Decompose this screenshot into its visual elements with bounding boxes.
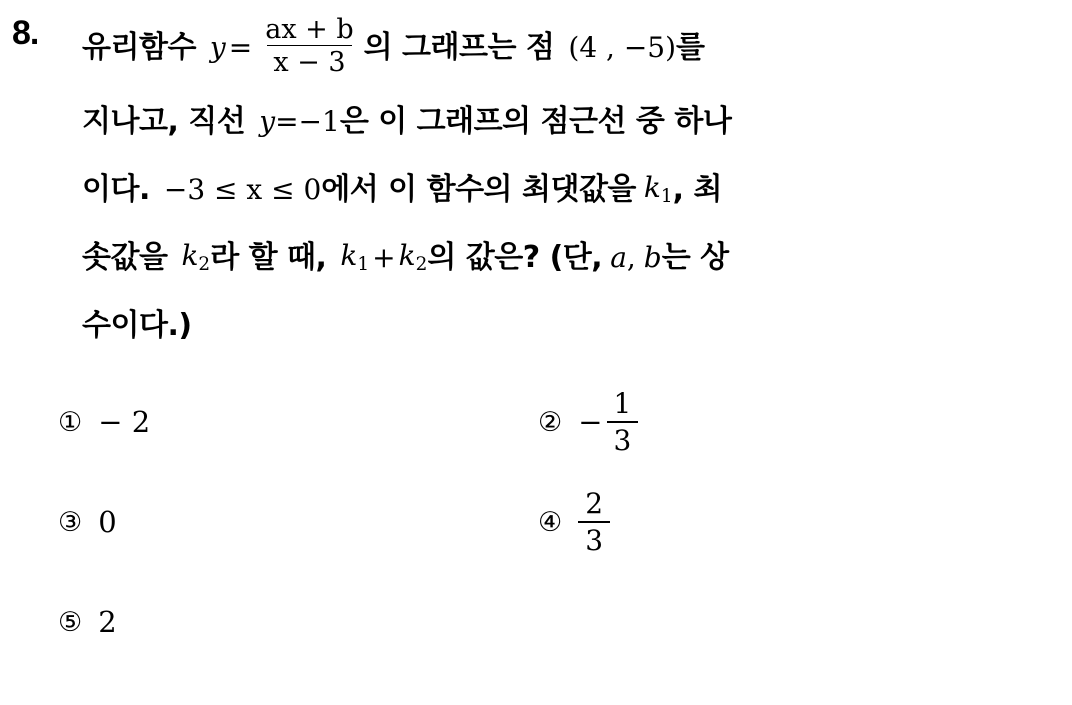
choice-5-value: 2 <box>98 605 117 639</box>
line2-equation: =−1 <box>275 104 340 138</box>
choice-1[interactable] <box>58 394 538 450</box>
line1-text-3: 를 <box>676 29 705 65</box>
choice-1-value: − 2 <box>98 405 151 439</box>
line1-text-2: 의 그래프는 점 <box>363 29 555 65</box>
line1-point: (4 , −5) <box>568 30 677 64</box>
line1-equals: = <box>228 30 253 64</box>
line1-fraction <box>259 16 359 76</box>
line4-var-a: a <box>610 240 627 274</box>
choice-2-value <box>578 386 638 457</box>
line5-text-1: 수이다.) <box>82 307 192 343</box>
choice-1-marker: ① <box>58 406 83 438</box>
choice-4-denominator: 3 <box>578 521 610 555</box>
choice-row-3 <box>58 594 1048 650</box>
question-body <box>8 8 1048 350</box>
fraction-denominator: x − 3 <box>267 45 351 76</box>
line4-text-4: 는 상 <box>661 239 729 275</box>
choice-3-value: 0 <box>98 505 117 539</box>
fraction-numerator: ax + b <box>265 14 354 45</box>
choice-row-1 <box>58 386 1048 457</box>
choice-2-denominator: 3 <box>607 421 639 455</box>
line4-plus: + <box>372 240 396 274</box>
question-line-3 <box>82 166 1048 214</box>
line3-text-1: 이다. <box>82 171 150 207</box>
line4-text-3: 의 값은? (단, <box>427 239 603 275</box>
choice-2[interactable] <box>538 386 1018 457</box>
line2-text-2: 은 이 그래프의 점근선 중 하나 <box>339 103 732 139</box>
line2-var-y: y <box>259 104 276 138</box>
line1-var-y: y <box>209 30 226 64</box>
choice-2-fraction <box>607 386 639 457</box>
line1-text-1: 유리함수 <box>82 29 196 65</box>
line4-k2-subscript: 2 <box>198 254 211 276</box>
line3-text-3: , 최 <box>672 171 722 207</box>
line3-text-2: 에서 이 함수의 최댓값을 <box>321 171 636 207</box>
line2-text-1: 지나고, 직선 <box>82 103 246 139</box>
line3-k1: $k_1$ <box>643 171 673 208</box>
question-line-4 <box>82 234 1048 282</box>
line4-var-b: b <box>643 240 662 274</box>
line4-k2b: $k_2$ <box>398 239 428 276</box>
choice-5-marker: ⑤ <box>58 606 83 638</box>
choice-4-numerator: 2 <box>585 486 604 520</box>
line4-k2: $k_2$ <box>181 239 211 276</box>
choice-2-sign: − <box>578 405 603 439</box>
choice-2-numerator: 1 <box>613 386 632 420</box>
question-number: 8. <box>12 14 39 52</box>
line3-k1-subscript: 1 <box>660 186 673 208</box>
line3-range: −3 ≤ x ≤ 0 <box>163 172 322 206</box>
line4-k1b-subscript: 1 <box>357 254 370 276</box>
choice-4-marker: ④ <box>538 506 563 538</box>
line4-comma: , <box>626 240 636 274</box>
choice-5[interactable] <box>58 594 538 650</box>
question-line-5 <box>82 302 1048 350</box>
line4-k1b: $k_1$ <box>340 239 370 276</box>
choice-2-marker: ② <box>538 406 563 438</box>
choice-3[interactable] <box>58 494 538 550</box>
question-line-2 <box>82 98 1048 146</box>
line4-text-1: 솟값을 <box>82 239 168 275</box>
answer-choices <box>8 386 1048 650</box>
choice-4[interactable] <box>538 486 1018 557</box>
question-line-1 <box>82 8 1048 88</box>
line4-text-2: 라 할 때, <box>210 239 327 275</box>
choice-3-marker: ③ <box>58 506 83 538</box>
choice-4-fraction <box>578 486 610 557</box>
choice-4-value <box>578 486 610 557</box>
line4-k2b-subscript: 2 <box>415 254 428 276</box>
choice-row-2 <box>58 486 1048 557</box>
